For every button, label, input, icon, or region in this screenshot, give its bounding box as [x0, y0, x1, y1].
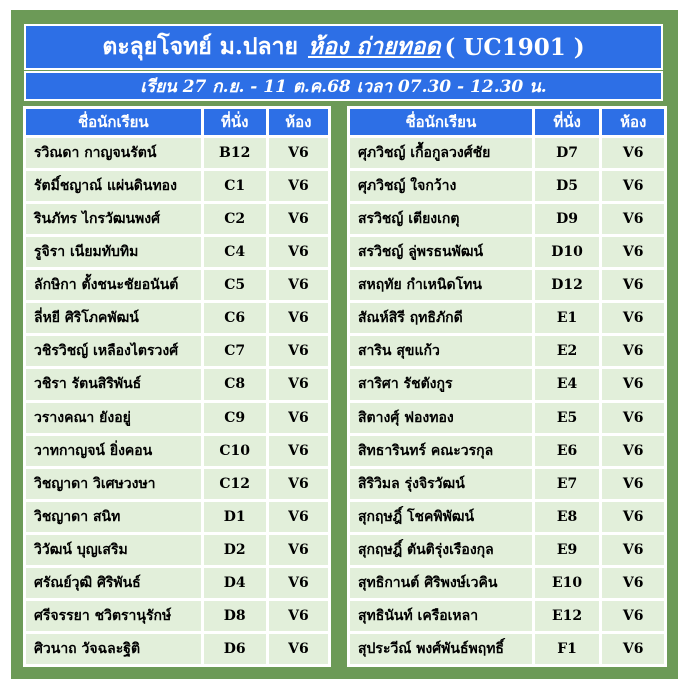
- seat-number: E6: [535, 436, 600, 466]
- header-name: ชื่อนักเรียน: [350, 109, 532, 135]
- left-student-table: [23, 106, 331, 667]
- seat-number: C2: [204, 204, 266, 234]
- student-name: วาทกาญจน์ ยิ่งคอน: [26, 436, 201, 466]
- seat-number: E8: [535, 502, 600, 532]
- student-name: สิริวิมล รุ่งจิรวัฒน์: [350, 469, 532, 499]
- seat-number: C1: [204, 171, 266, 201]
- header-seat: ที่นั่ง: [204, 109, 266, 135]
- table-row: [26, 469, 328, 499]
- table-row: [350, 138, 664, 168]
- table-row: [350, 171, 664, 201]
- room-code: V6: [602, 336, 664, 366]
- seat-number: D9: [535, 204, 600, 234]
- room-code: V6: [269, 502, 328, 532]
- table-row: [26, 436, 328, 466]
- room-code: V6: [602, 502, 664, 532]
- student-name: วชิรา รัตนสิริพันธ์: [26, 369, 201, 399]
- room-code: V6: [269, 568, 328, 598]
- left-table-body: [26, 138, 328, 664]
- header-name: ชื่อนักเรียน: [26, 109, 201, 135]
- seat-number: D4: [204, 568, 266, 598]
- room-code: V6: [602, 369, 664, 399]
- student-name: สรวิชญ์ ลู่พรธนพัฒน์: [350, 237, 532, 267]
- table-row: [350, 601, 664, 631]
- table-row: [26, 535, 328, 565]
- seat-number: C7: [204, 336, 266, 366]
- seat-number: D1: [204, 502, 266, 532]
- student-name: ลักษิกา ตั้งชนะชัยอนันต์: [26, 270, 201, 300]
- room-code: V6: [602, 138, 664, 168]
- room-code: V6: [269, 237, 328, 267]
- table-row: [350, 502, 664, 532]
- schedule-banner: [24, 71, 663, 101]
- student-name: วชิรวิชญ์ เหลืองไตรวงศ์: [26, 336, 201, 366]
- table-row: [26, 270, 328, 300]
- room-code: V6: [602, 237, 664, 267]
- course-title: ตะลุยโจทย์ ม.ปลาย: [102, 33, 298, 60]
- table-row: [26, 336, 328, 366]
- room-code: V6: [269, 634, 328, 664]
- room-code: V6: [602, 535, 664, 565]
- right-student-table-panel: [347, 106, 667, 667]
- student-name: วิวัฒน์ บุญเสริม: [26, 535, 201, 565]
- green-frame: [11, 10, 678, 679]
- seat-number: C9: [204, 403, 266, 433]
- table-row: [350, 634, 664, 664]
- room-code: V6: [269, 469, 328, 499]
- room-code: V6: [602, 436, 664, 466]
- room-code: V6: [602, 303, 664, 333]
- student-name: วิชญาดา วิเศษวงษา: [26, 469, 201, 499]
- student-name: ศรัณย์วุฒิ ศิริพันธ์: [26, 568, 201, 598]
- seat-number: E2: [535, 336, 600, 366]
- seat-number: C10: [204, 436, 266, 466]
- table-row: [26, 601, 328, 631]
- student-name: สุทธิกานต์ ศิริพงษ์เวคิน: [350, 568, 532, 598]
- seat-number: C5: [204, 270, 266, 300]
- left-student-table-panel: [23, 106, 331, 667]
- room-code: V6: [269, 204, 328, 234]
- student-name: สุกฤษฎิ์ โชคพิพัฒน์: [350, 502, 532, 532]
- room-code: V6: [602, 469, 664, 499]
- room-code: V6: [602, 568, 664, 598]
- student-name: สัณห์สิรี ฤทธิภักดี: [350, 303, 532, 333]
- student-name: ศุภวิชญ์ ใจกว้าง: [350, 171, 532, 201]
- student-name: วิชญาดา สนิท: [26, 502, 201, 532]
- room-code: V6: [269, 138, 328, 168]
- table-row: [26, 171, 328, 201]
- table-row: [350, 469, 664, 499]
- table-row: [26, 237, 328, 267]
- student-name: สุประวีณ์ พงศ์พันธ์พฤทธิ์: [350, 634, 532, 664]
- table-row: [26, 204, 328, 234]
- student-name: ลี่หยี ศิริโภคพัฒน์: [26, 303, 201, 333]
- student-name: วรางคณา ยังอยู่: [26, 403, 201, 433]
- student-name: สุทธินันท์ เครือเหลา: [350, 601, 532, 631]
- table-row: [26, 138, 328, 168]
- header-room: ห้อง: [269, 109, 328, 135]
- student-name: สรวิชญ์ เตียงเกตุ: [350, 204, 532, 234]
- seat-number: E9: [535, 535, 600, 565]
- seat-number: E10: [535, 568, 600, 598]
- room-code: V6: [602, 171, 664, 201]
- room-code: V6: [602, 204, 664, 234]
- seat-number: D12: [535, 270, 600, 300]
- table-row: [26, 303, 328, 333]
- room-code: V6: [269, 303, 328, 333]
- table-row: [26, 502, 328, 532]
- table-row: [350, 568, 664, 598]
- seat-number: D2: [204, 535, 266, 565]
- course-code: ( UC1901 ): [444, 33, 585, 61]
- room-code: V6: [602, 634, 664, 664]
- student-name: สาริน สุขแก้ว: [350, 336, 532, 366]
- student-name: สหฤทัย กำเหนิดโทน: [350, 270, 532, 300]
- room-code: V6: [269, 601, 328, 631]
- table-row: [350, 336, 664, 366]
- seat-number: D8: [204, 601, 266, 631]
- student-name: รูจิรา เนียมทับทิม: [26, 237, 201, 267]
- table-row: [26, 403, 328, 433]
- room-code: V6: [269, 171, 328, 201]
- room-code: V6: [269, 270, 328, 300]
- seat-number: B12: [204, 138, 266, 168]
- table-row: [350, 535, 664, 565]
- table-header-row: [350, 109, 664, 135]
- room-code: V6: [602, 270, 664, 300]
- table-row: [26, 568, 328, 598]
- seat-number: E4: [535, 369, 600, 399]
- table-row: [26, 369, 328, 399]
- student-name: รวิณดา กาญจนรัตน์: [26, 138, 201, 168]
- seat-number: D5: [535, 171, 600, 201]
- table-row: [350, 303, 664, 333]
- room-code: V6: [602, 601, 664, 631]
- table-row: [350, 270, 664, 300]
- seat-number: D7: [535, 138, 600, 168]
- room-code: V6: [269, 436, 328, 466]
- seat-number: E7: [535, 469, 600, 499]
- student-name: สิทธารินทร์ คณะวรกุล: [350, 436, 532, 466]
- student-name: รินภัทร ไกรวัฒนพงศ์: [26, 204, 201, 234]
- student-name: ศุภวิชญ์ เกื้อกูลวงศ์ชัย: [350, 138, 532, 168]
- right-table-body: [350, 138, 664, 664]
- seat-number: C4: [204, 237, 266, 267]
- title-banner: [24, 24, 663, 70]
- room-code: V6: [269, 403, 328, 433]
- student-name: รัตมิ์ชญาณ์ แผ่นดินทอง: [26, 171, 201, 201]
- student-name: ศรีจรรยา ชวิตรานุรักษ์: [26, 601, 201, 631]
- student-name: สาริศา รัชตังกูร: [350, 369, 532, 399]
- room-code: V6: [269, 535, 328, 565]
- table-row: [350, 204, 664, 234]
- table-row: [350, 237, 664, 267]
- seat-number: D10: [535, 237, 600, 267]
- room-title: ห้อง ถ่ายทอด: [307, 33, 441, 60]
- table-header-row: [26, 109, 328, 135]
- table-row: [350, 436, 664, 466]
- student-name: สิตางศุ์ ฟองทอง: [350, 403, 532, 433]
- seat-number: C12: [204, 469, 266, 499]
- right-student-table: [347, 106, 667, 667]
- room-code: V6: [602, 403, 664, 433]
- seat-number: E1: [535, 303, 600, 333]
- room-code: V6: [269, 369, 328, 399]
- schedule-text: เรียน 27 ก.ย. - 11 ต.ค.68 เวลา 07.30 - 12.30 น.: [140, 76, 547, 97]
- table-row: [350, 369, 664, 399]
- header-seat: ที่นั่ง: [535, 109, 600, 135]
- room-code: V6: [269, 336, 328, 366]
- seat-number: C6: [204, 303, 266, 333]
- seat-number: C8: [204, 369, 266, 399]
- seat-number: F1: [535, 634, 600, 664]
- seat-number: E5: [535, 403, 600, 433]
- seat-number: D6: [204, 634, 266, 664]
- table-row: [350, 403, 664, 433]
- seat-number: E12: [535, 601, 600, 631]
- table-row: [26, 634, 328, 664]
- header-room: ห้อง: [602, 109, 664, 135]
- student-name: ศิวนาถ วัจฉละฐิติ: [26, 634, 201, 664]
- student-name: สุกฤษฎิ์ ตันติรุ่งเรืองกุล: [350, 535, 532, 565]
